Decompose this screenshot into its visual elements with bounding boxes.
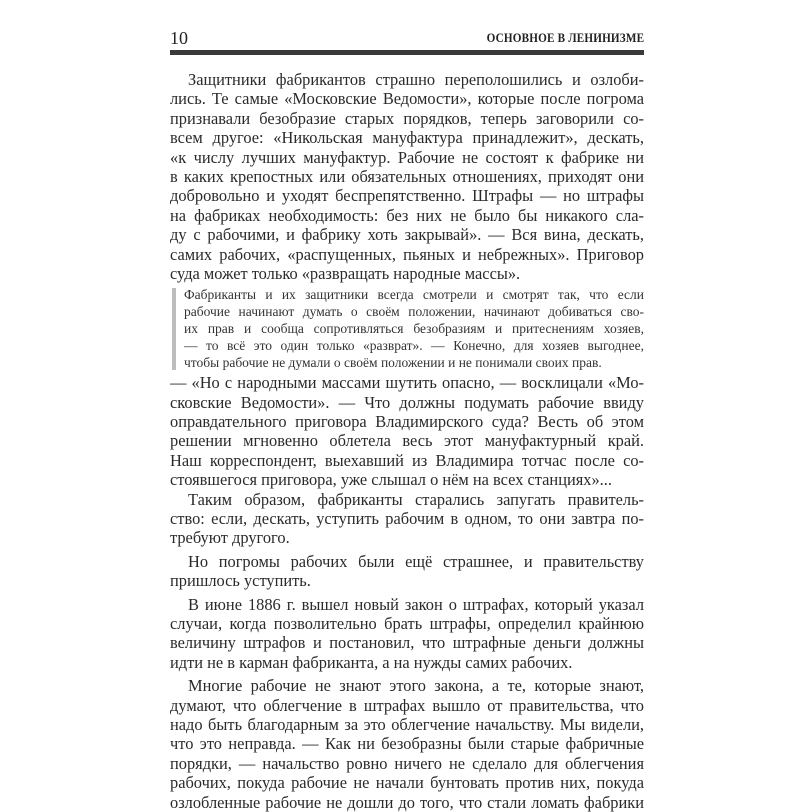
text-line: ство: если, дескать, уступить рабочим в одном, то они завтра по- bbox=[170, 509, 644, 529]
text-line: пришлось уступить. bbox=[170, 571, 311, 591]
text-line: суда может только «развращать народные массы». bbox=[170, 263, 521, 283]
text-line: на фабриках необходимость: без них не было бы никакого сла- bbox=[170, 205, 644, 225]
text-line: лись. Те самые «Московские Ведомости», которые после погрома bbox=[170, 89, 644, 109]
text-line: всем другое: «Никольская мануфактура принадлежит», дескать, bbox=[170, 128, 644, 148]
text-line: случаи, когда позволительно брать штрафы, определил крайнюю bbox=[170, 613, 644, 633]
text-line: В июне 1886 г. вышел новый закон о штрафах, который указал bbox=[188, 594, 644, 614]
text-line: рабочих, покуда рабочие не начали бунтовать против них, покуда bbox=[170, 773, 644, 793]
page-header bbox=[170, 28, 644, 52]
page-number: 10 bbox=[170, 28, 188, 48]
header-rule bbox=[170, 50, 644, 55]
quote-line: чтобы рабочие не думали о своём положении и не понимали своих прав. bbox=[184, 355, 602, 371]
text-line: оправдательного приговора Владимирского суда? Весть об этом bbox=[170, 412, 644, 432]
text-line: Наш корреспондент, выехавший из Владимира тотчас после со- bbox=[170, 450, 644, 470]
text-line: порядки, — начальство ровно ничего не сделало для облегчения bbox=[170, 753, 644, 773]
text-line: величину штрафов и постановил, что штрафные деньги должны bbox=[170, 633, 644, 653]
text-line: признавали безобразие старых порядков, теперь заговорили со- bbox=[170, 108, 644, 128]
quote-bar bbox=[172, 288, 176, 370]
quote-line: их прав и сообща сопротивляться безобразиям и притеснениям хозяев, bbox=[184, 321, 644, 337]
text-line: Таким образом, фабриканты старались запугать правитель- bbox=[188, 489, 644, 509]
text-line: Защитники фабрикантов страшно переполошились и озлоби- bbox=[188, 70, 644, 89]
body-text bbox=[170, 70, 644, 812]
text-line: Но погромы рабочих были ещё страшнее, и правительству bbox=[188, 551, 644, 571]
quote-block bbox=[170, 286, 644, 371]
text-line: Многие рабочие не знают этого закона, а те, которые знают, bbox=[188, 676, 644, 696]
quote-line: рабочие начинают думать о своём положении, начинают добиваться сво- bbox=[184, 304, 644, 320]
text-line: идти не в карман фабриканта, а на нужды самих рабочих. bbox=[170, 652, 573, 672]
text-line: требуют другого. bbox=[170, 528, 290, 548]
quote-line: Фабриканты и их защитники всегда смотрели и смотрят так, что если bbox=[184, 287, 644, 303]
text-line: ду с рабочими, и фабрику хоть закрывай». — Вся вина, дескать, bbox=[170, 225, 644, 245]
text-line: что это неправда. — Как ни безобразны были старые фабричные bbox=[170, 734, 644, 754]
text-line: — «Но с народными массами шутить опасно, — восклицали «Мо- bbox=[170, 373, 644, 393]
text-line: в каких крепостных или обязательных отношениях, приходят они bbox=[170, 166, 644, 186]
text-line: стоявшегося приговора, уже слышал о нём на всех станциях»... bbox=[170, 470, 612, 490]
text-line: сковские Ведомости». — Что должны подумать рабочие ввиду bbox=[170, 392, 644, 412]
text-line: решении мгновенно облетела весь этот мануфактурный край. bbox=[170, 431, 644, 451]
text-line: самих рабочих, «распущенных, пьяных и небрежных». Приговор bbox=[170, 244, 644, 264]
text-line: «к числу лучших мануфактур. Рабочие не состоят к фабрике ни bbox=[170, 147, 644, 167]
running-title: ОСНОВНОЕ В ЛЕНИНИЗМЕ bbox=[486, 30, 644, 45]
text-line: надо быть благодарным за это облегчение начальству. Мы видели, bbox=[170, 714, 644, 734]
text-line: озлобленные рабочие не дошли до того, что стали ломать фабрики bbox=[170, 792, 644, 812]
text-line: думают, что облегчение в штрафах вышло от правительства, что bbox=[170, 695, 644, 715]
text-line: добровольно и уходят беспрепятственно. Штрафы — но штрафы bbox=[170, 186, 644, 206]
quote-line: — то всё это один только «разврат». — Конечно, для хозяев выгоднее, bbox=[184, 338, 644, 354]
